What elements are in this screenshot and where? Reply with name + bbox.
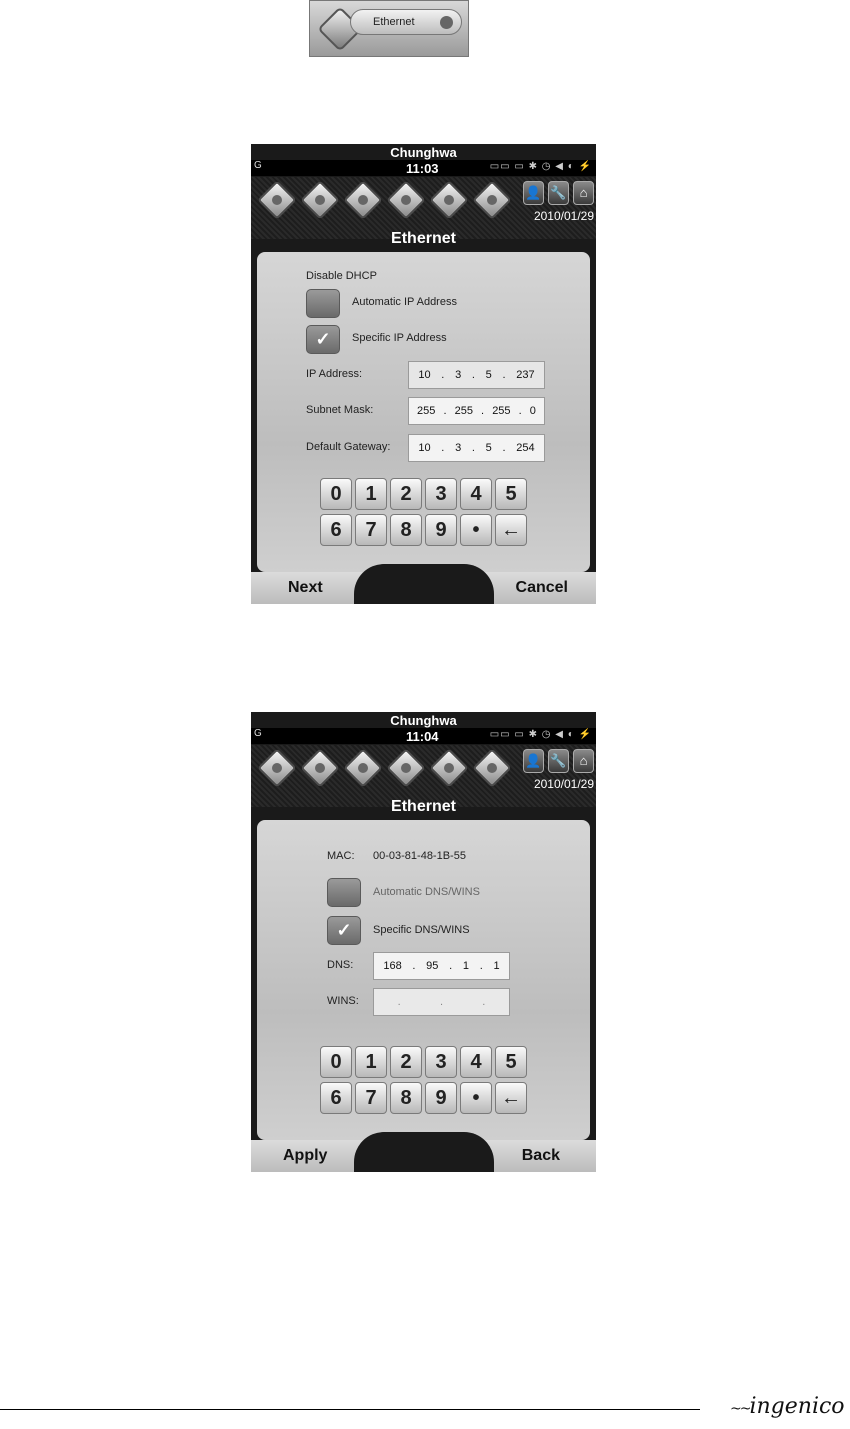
settings-panel xyxy=(257,820,590,1140)
auto-ip-label: Automatic IP Address xyxy=(352,296,457,308)
key-4[interactable]: 4 xyxy=(460,478,492,510)
key-9[interactable]: 9 xyxy=(425,514,457,546)
dot: . xyxy=(449,960,453,972)
gateway-label: Default Gateway: xyxy=(306,441,391,453)
dot: . xyxy=(502,369,506,381)
app-icon-2[interactable] xyxy=(300,180,340,220)
backspace-key[interactable]: ← xyxy=(495,514,527,546)
page-title: Ethernet xyxy=(391,798,456,815)
back-button[interactable]: Back xyxy=(521,1147,560,1164)
gw-octet-2: 3 xyxy=(455,442,462,454)
status-icons: ▭▭ ▭ ✱ ◷ ◀ ◐ ⚡ xyxy=(489,729,592,740)
mask-octet-4: 0 xyxy=(529,405,536,417)
footer-notch xyxy=(354,564,494,604)
app-icon-4[interactable] xyxy=(386,748,426,788)
mask-octet-2: 255 xyxy=(454,405,473,417)
app-icon-5[interactable] xyxy=(429,180,469,220)
ip-octet-4: 237 xyxy=(516,369,535,381)
key-2[interactable]: 2 xyxy=(390,1046,422,1078)
gw-octet-3: 5 xyxy=(485,442,492,454)
auto-dns-checkbox[interactable] xyxy=(327,878,361,907)
key-8[interactable]: 8 xyxy=(390,514,422,546)
backspace-key[interactable]: ← xyxy=(495,1082,527,1114)
key-9[interactable]: 9 xyxy=(425,1082,457,1114)
clock: 11:04 xyxy=(406,729,439,744)
ip-address-field[interactable] xyxy=(408,361,545,389)
key-0[interactable]: 0 xyxy=(320,478,352,510)
dot: . xyxy=(441,369,445,381)
next-button[interactable]: Next xyxy=(288,579,323,596)
app-icon-1[interactable] xyxy=(257,180,297,220)
app-icon-4[interactable] xyxy=(386,180,426,220)
cancel-button[interactable]: Cancel xyxy=(515,579,568,596)
app-icon-3[interactable] xyxy=(343,180,383,220)
dot: . xyxy=(439,996,444,1008)
dot: . xyxy=(397,996,401,1008)
dot: . xyxy=(518,405,522,417)
date: 2010/01/29 xyxy=(533,777,594,791)
apply-button[interactable]: Apply xyxy=(283,1147,328,1164)
gw-octet-4: 254 xyxy=(516,442,535,454)
app-icon-2[interactable] xyxy=(300,748,340,788)
status-icons: ▭▭ ▭ ✱ ◷ ◀ ◐ ⚡ xyxy=(489,161,592,172)
app-icon-1[interactable] xyxy=(257,748,297,788)
ip-octet-3: 5 xyxy=(485,369,492,381)
wrench-icon[interactable]: 🔧 xyxy=(548,181,569,205)
ethernet-dns-screen xyxy=(251,712,596,1172)
ip-octet-1: 10 xyxy=(418,369,431,381)
subnet-mask-field[interactable] xyxy=(408,397,545,425)
key-0[interactable]: 0 xyxy=(320,1046,352,1078)
dot: . xyxy=(412,960,416,972)
info-icon xyxy=(440,16,453,29)
app-icon-6[interactable] xyxy=(472,748,512,788)
ethernet-label: Ethernet xyxy=(373,16,415,28)
home-icon[interactable]: ⌂ xyxy=(573,749,594,773)
gw-octet-1: 10 xyxy=(418,442,431,454)
key-1[interactable]: 1 xyxy=(355,478,387,510)
dot: . xyxy=(471,369,475,381)
dns-label: DNS: xyxy=(327,959,354,971)
user-icon[interactable]: 👤 xyxy=(523,749,544,773)
ethernet-pill xyxy=(350,9,462,35)
specific-ip-label: Specific IP Address xyxy=(352,332,447,344)
dhcp-label: Disable DHCP xyxy=(306,270,377,282)
specific-ip-checkbox[interactable]: ✓ xyxy=(306,325,340,354)
footer-rule xyxy=(0,1409,700,1410)
ingenico-logo: ~~ingenico xyxy=(730,1394,845,1419)
auto-ip-checkbox[interactable] xyxy=(306,289,340,318)
key-4[interactable]: 4 xyxy=(460,1046,492,1078)
dot: . xyxy=(471,442,475,454)
clock: 11:03 xyxy=(406,161,439,176)
date: 2010/01/29 xyxy=(533,209,594,223)
dot: . xyxy=(479,960,483,972)
dns-octet-3: 1 xyxy=(462,960,470,972)
key-7[interactable]: 7 xyxy=(355,1082,387,1114)
key-8[interactable]: 8 xyxy=(390,1082,422,1114)
dot: . xyxy=(443,405,447,417)
key-7[interactable]: 7 xyxy=(355,514,387,546)
carrier-name: Chunghwa xyxy=(390,145,457,160)
app-icon-6[interactable] xyxy=(472,180,512,220)
key-dot[interactable]: • xyxy=(460,514,492,546)
brand-name: ingenico xyxy=(749,1394,845,1419)
dot: . xyxy=(441,442,445,454)
mask-octet-3: 255 xyxy=(492,405,511,417)
home-icon[interactable]: ⌂ xyxy=(573,181,594,205)
app-icon-5[interactable] xyxy=(429,748,469,788)
signal-icon: G xyxy=(254,160,262,171)
ethernet-menu-button[interactable] xyxy=(309,0,469,57)
wins-field[interactable] xyxy=(373,988,510,1016)
key-5[interactable]: 5 xyxy=(495,478,527,510)
dot: . xyxy=(481,405,485,417)
subnet-mask-label: Subnet Mask: xyxy=(306,404,374,416)
specific-dns-checkbox[interactable]: ✓ xyxy=(327,916,361,945)
user-icon[interactable]: 👤 xyxy=(523,181,544,205)
key-dot[interactable]: • xyxy=(460,1082,492,1114)
status-bar xyxy=(251,160,596,176)
key-6[interactable]: 6 xyxy=(320,514,352,546)
gateway-field[interactable] xyxy=(408,434,545,462)
dns-octet-1: 168 xyxy=(383,960,402,972)
key-1[interactable]: 1 xyxy=(355,1046,387,1078)
carrier-name: Chunghwa xyxy=(390,713,457,728)
ip-address-label: IP Address: xyxy=(306,368,363,380)
key-2[interactable]: 2 xyxy=(390,478,422,510)
ethernet-ip-screen xyxy=(251,144,596,604)
page-title: Ethernet xyxy=(391,230,456,247)
wrench-icon[interactable]: 🔧 xyxy=(548,749,569,773)
key-6[interactable]: 6 xyxy=(320,1082,352,1114)
signal-icon: G xyxy=(254,728,262,739)
key-5[interactable]: 5 xyxy=(495,1046,527,1078)
specific-dns-label: Specific DNS/WINS xyxy=(373,924,470,936)
dot: . xyxy=(482,996,486,1008)
key-3[interactable]: 3 xyxy=(425,478,457,510)
dot: . xyxy=(502,442,506,454)
wins-label: WINS: xyxy=(327,995,359,1007)
key-3[interactable]: 3 xyxy=(425,1046,457,1078)
status-bar xyxy=(251,728,596,744)
softkey-bar xyxy=(251,572,596,604)
dns-octet-2: 95 xyxy=(426,960,439,972)
footer-notch xyxy=(354,1132,494,1172)
dns-octet-4: 1 xyxy=(493,960,500,972)
ip-octet-2: 3 xyxy=(455,369,462,381)
softkey-bar xyxy=(251,1140,596,1172)
mac-value: 00-03-81-48-1B-55 xyxy=(373,850,466,862)
auto-dns-label: Automatic DNS/WINS xyxy=(373,886,480,898)
mask-octet-1: 255 xyxy=(417,405,436,417)
settings-panel xyxy=(257,252,590,572)
app-icon-3[interactable] xyxy=(343,748,383,788)
mac-label: MAC: xyxy=(327,850,355,862)
dns-field[interactable] xyxy=(373,952,510,980)
